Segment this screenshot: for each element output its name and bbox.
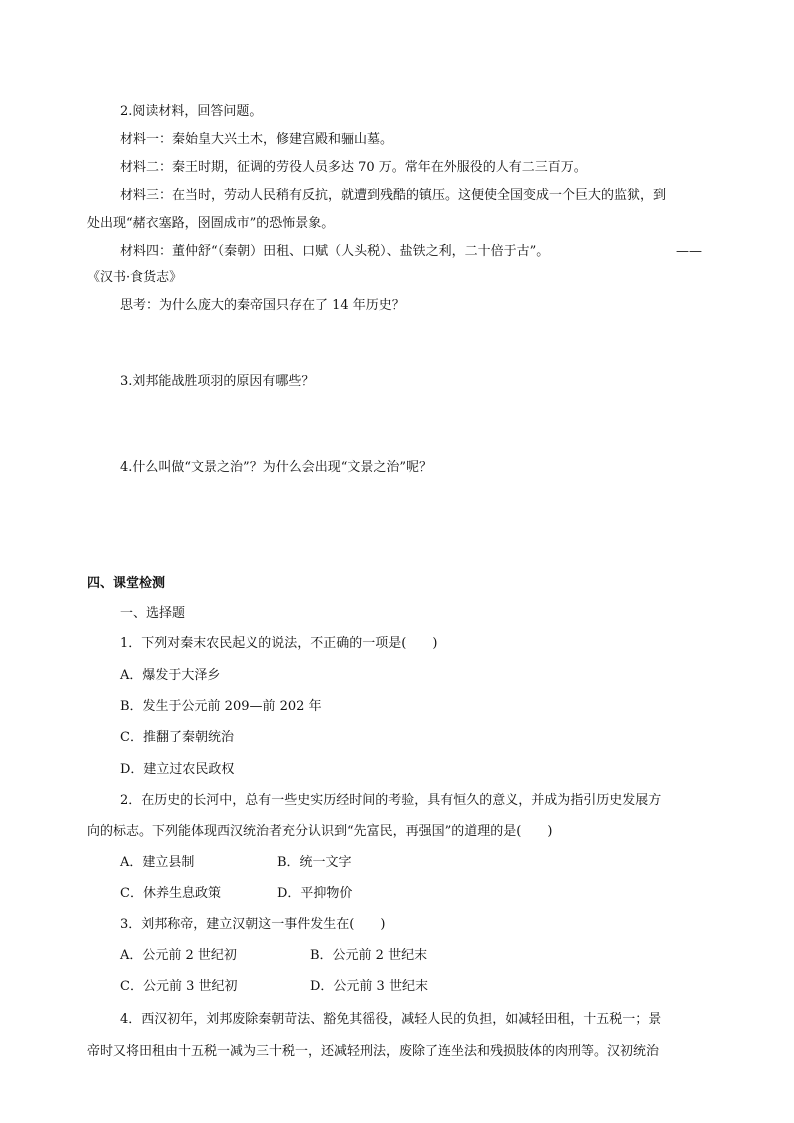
- q2-material-4: 材料四：董仲舒“（秦朝）田租、口赋（人头税）、盐铁之利，二十倍于古”。: [120, 244, 550, 259]
- mc1-option-a: A．爆发于大泽乡: [120, 668, 221, 683]
- mc2-option-d: D．平抑物价: [277, 886, 353, 901]
- q2-source: 《汉书·食货志》: [87, 270, 183, 285]
- mc2-option-b: B．统一文字: [277, 855, 352, 870]
- mc3-option-d: D．公元前 3 世纪末: [310, 979, 428, 994]
- mc1-option-c: C．推翻了秦朝统治: [120, 730, 234, 745]
- mc2-question-line1: 2．在历史的长河中，总有一些史实历经时间的考验，具有恒久的意义，并成为指引历史发展方: [120, 793, 662, 808]
- mc1-option-d: D．建立过农民政权: [120, 762, 235, 777]
- q2-title: 2.阅读材料，回答问题。: [120, 104, 263, 119]
- q4-question: 4.什么叫做“文景之治”？为什么会出现“文景之治”呢？: [120, 460, 432, 475]
- mc2-question-line2: 向的标志。下列能体现西汉统治者充分认识到“先富民，再强国”的道理的是( ): [87, 824, 553, 839]
- section-heading: 四、课堂检测: [87, 576, 166, 591]
- mc1-option-b: B．发生于公元前 209—前 202 年: [120, 699, 322, 714]
- q2-material-2: 材料二：秦王时期，征调的劳役人员多达 70 万。常年在外服役的人有二三百万。: [120, 160, 587, 175]
- mc1-question: 1．下列对秦末农民起义的说法，不正确的一项是( ): [120, 636, 438, 651]
- q3-question: 3.刘邦能战胜项羽的原因有哪些？: [120, 374, 315, 389]
- q2-material-3-line1: 材料三：在当时，劳动人民稍有反抗，就遭到残酷的镇压。这便使全国变成一个巨大的监狱，到: [120, 188, 667, 203]
- q2-material-1: 材料一：秦始皇大兴土木，修建宫殿和骊山墓。: [120, 132, 394, 147]
- mc2-option-a: A．建立县制: [120, 855, 195, 870]
- q2-material-3-line2: 处出现“赭衣塞路，囹圄成市”的恐怖景象。: [87, 216, 335, 231]
- mc3-option-b: B．公元前 2 世纪末: [310, 948, 428, 963]
- mc4-question-line2: 帝时又将田租由十五税一减为三十税一，还减轻刑法，废除了连坐法和残损肢体的肉刑等。汉初统治: [87, 1044, 660, 1059]
- mc3-option-a: A．公元前 2 世纪初: [120, 948, 237, 963]
- q2-think: 思考：为什么庞大的秦帝国只存在了 14 年历史？: [120, 298, 405, 313]
- mc2-option-c: C．休养生息政策: [120, 886, 221, 901]
- subsection-heading: 一、选择题: [120, 606, 186, 621]
- mc3-option-c: C．公元前 3 世纪初: [120, 979, 238, 994]
- mc3-question: 3．刘邦称帝，建立汉朝这一事件发生在( ): [120, 917, 386, 932]
- mc4-question-line1: 4．西汉初年，刘邦废除秦朝苛法、豁免其徭役，减轻人民的负担，如减轻田租，十五税一；景: [120, 1012, 662, 1027]
- source-dash: ——: [676, 244, 702, 259]
